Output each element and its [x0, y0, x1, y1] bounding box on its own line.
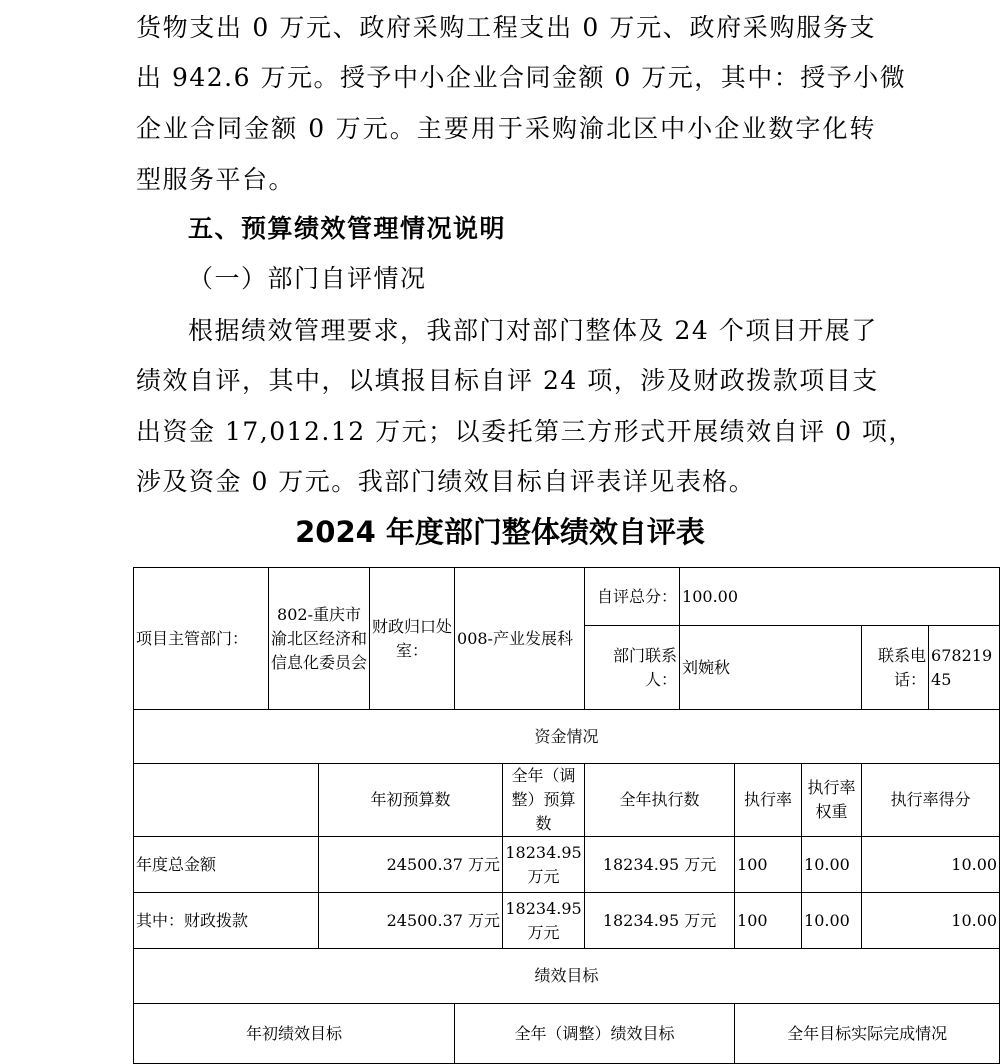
dept-value: 802-重庆市渝北区经济和信息化委员会 — [269, 568, 370, 710]
body-line: 绩效自评，其中，以填报目标自评 24 项，涉及财政拨款项目支 — [136, 366, 879, 395]
dept-label: 项目主管部门： — [134, 568, 269, 710]
table-title: 2024 年度部门整体绩效自评表 — [295, 515, 705, 549]
funds-cell: 年度总金额 — [134, 837, 319, 893]
self-evaluation-table — [133, 567, 1000, 1064]
funds-cell: 24500.37 万元 — [319, 837, 503, 893]
funds-cell: 18234.95 万元 — [503, 893, 585, 949]
body-line: 根据绩效管理要求，我部门对部门整体及 24 个项目开展了 — [188, 316, 878, 345]
funds-cell: 100 — [735, 893, 802, 949]
body-line: 出 942.6 万元。授予中小企业合同金额 0 万元，其中：授予小微 — [136, 63, 907, 92]
body-line: 型服务平台。 — [136, 165, 296, 194]
funds-cell: 10.00 — [862, 893, 1000, 949]
contact-label: 部门联系人： — [585, 626, 680, 710]
funds-col-header: 执行率权重 — [802, 764, 862, 837]
finance-label: 财政归口处室： — [370, 568, 455, 710]
body-line: 出资金 17,012.12 万元；以委托第三方形式开展绩效自评 0 项， — [136, 417, 915, 446]
funds-col-header: 全年（调整）预算数 — [503, 764, 585, 837]
score-label: 自评总分： — [585, 568, 680, 626]
funds-cell: 100 — [735, 837, 802, 893]
funds-col-header: 执行率得分 — [862, 764, 1000, 837]
funds-cell: 24500.37 万元 — [319, 893, 503, 949]
table-row — [134, 837, 1000, 893]
funds-cell: 18234.95 万元 — [585, 893, 735, 949]
funds-section-title: 资金情况 — [134, 710, 1000, 764]
body-line: 企业合同金额 0 万元。主要用于采购渝北区中小企业数字化转 — [136, 114, 876, 143]
funds-cell: 10.00 — [802, 893, 862, 949]
contact-value: 刘婉秋 — [680, 626, 862, 710]
goals-col-header: 全年（调整）绩效目标 — [455, 1004, 735, 1064]
funds-col-header — [134, 764, 319, 837]
phone-label: 联系电话： — [862, 626, 929, 710]
funds-cell: 其中：财政拨款 — [134, 893, 319, 949]
goals-col-header: 年初绩效目标 — [134, 1004, 455, 1064]
subsection-heading: （一）部门自评情况 — [188, 264, 427, 293]
score-value: 100.00 — [680, 568, 1000, 626]
funds-col-header: 年初预算数 — [319, 764, 503, 837]
section-heading: 五、预算绩效管理情况说明 — [188, 214, 507, 243]
table-row — [134, 893, 1000, 949]
body-line: 货物支出 0 万元、政府采购工程支出 0 万元、政府采购服务支 — [136, 13, 876, 42]
goals-section-title: 绩效目标 — [134, 949, 1000, 1004]
funds-cell: 18234.95 万元 — [503, 837, 585, 893]
goals-col-header: 全年目标实际完成情况 — [735, 1004, 1000, 1064]
finance-value: 008-产业发展科 — [455, 568, 585, 710]
funds-cell: 18234.95 万元 — [585, 837, 735, 893]
body-line: 涉及资金 0 万元。我部门绩效目标自评表详见表格。 — [136, 467, 756, 496]
funds-cell: 10.00 — [802, 837, 862, 893]
funds-col-header: 执行率 — [735, 764, 802, 837]
funds-cell: 10.00 — [862, 837, 1000, 893]
phone-value: 67821945 — [929, 626, 1000, 710]
funds-col-header: 全年执行数 — [585, 764, 735, 837]
